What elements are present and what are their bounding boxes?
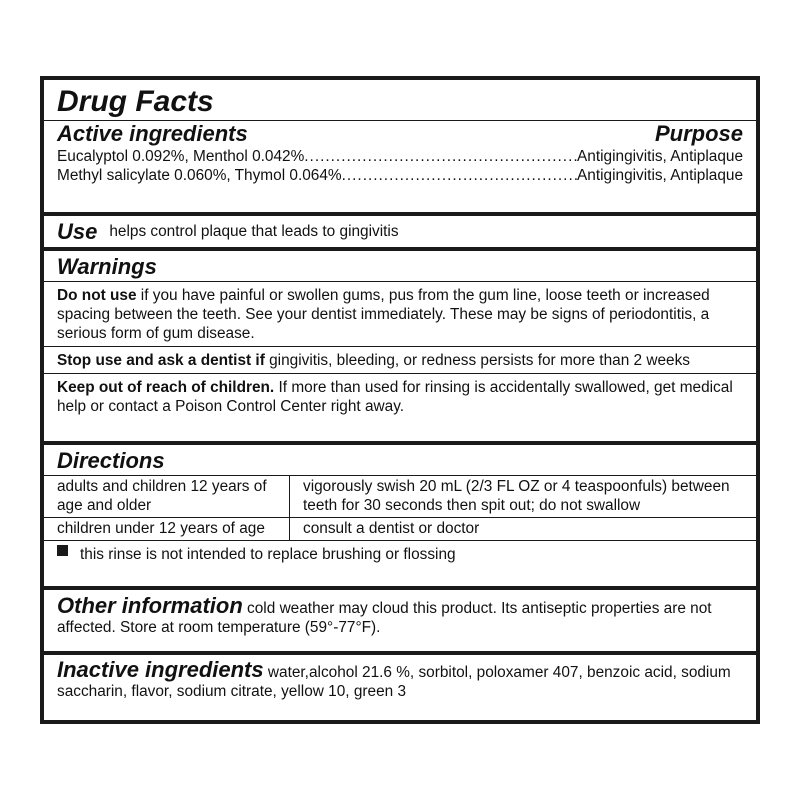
directions-table [44, 475, 756, 566]
square-bullet-icon [57, 545, 68, 556]
do-not-use-text: if you have painful or swollen gums, pus from the gum line, loose teeth or increased spacing between the teeth. See your dentist immediately. These may be signs of periodontitis, a serious form of gum disease. [57, 287, 710, 342]
drug-facts-title: Drug Facts [57, 85, 214, 118]
stop-use-paragraph [57, 347, 743, 373]
keep-out-text: If more than used for rinsing is accidentally swallowed, get medical help or contact a Poison Control Center right away. [57, 379, 733, 415]
drug-facts-panel [40, 76, 760, 724]
purpose-heading: Purpose [654, 121, 743, 146]
ingredient-purpose: Antigingivitis, Antiplaque [577, 167, 743, 184]
other-information-heading: Other information [57, 593, 243, 618]
other-information-section [44, 590, 756, 651]
keep-out-label: Keep out of reach of children. [57, 379, 275, 396]
directions-age-cell: adults and children 12 years of age and older [44, 476, 290, 517]
use-section [44, 216, 756, 247]
other-information-text: cold weather may cloud this product. Its antiseptic properties are not affected. Store at room temperature (59°-77°F). [57, 600, 712, 636]
active-ingredient-row [57, 166, 743, 185]
stop-use-text: gingivitis, bleeding, or redness persists for more than 2 weeks [264, 352, 690, 369]
do-not-use-label: Do not use [57, 287, 137, 304]
inactive-ingredients-heading: Inactive ingredients [57, 657, 264, 682]
active-ingredients-section [44, 80, 756, 212]
directions-row [44, 517, 756, 540]
inactive-ingredients-text: water,alcohol 21.6 %, sorbitol, poloxamer 407, benzoic acid, sodium saccharin, flavor, sodium citrate, yellow 10, green 3 [57, 664, 731, 700]
ingredient-name: Methyl salicylate 0.060%, Thymol 0.064% [57, 167, 342, 184]
directions-note-row [44, 540, 756, 566]
active-ingredients-heading: Active ingredients [57, 121, 248, 146]
directions-note: this rinse is not intended to replace brushing or flossing [80, 546, 456, 563]
stop-use-label: Stop use and ask a dentist if [57, 352, 265, 369]
inactive-ingredients-section [44, 655, 756, 720]
leader-dots [342, 166, 577, 185]
keep-out-paragraph [57, 374, 743, 419]
directions-age-cell: children under 12 years of age [44, 518, 290, 540]
directions-heading: Directions [57, 448, 165, 473]
directions-section [44, 445, 756, 586]
directions-row [44, 475, 756, 517]
ingredient-purpose: Antigingivitis, Antiplaque [577, 148, 743, 165]
use-text: helps control plaque that leads to gingivitis [109, 223, 399, 240]
warnings-section [44, 251, 756, 441]
directions-instruction-cell: consult a dentist or doctor [303, 520, 480, 537]
active-ingredients-header [57, 121, 743, 147]
directions-instruction-cell: vigorously swish 20 mL (2/3 FL OZ or 4 teaspoonfuls) between teeth for 30 seconds then spit out; do not swallow [303, 478, 730, 514]
leader-dots [304, 147, 577, 166]
use-heading: Use [57, 218, 98, 244]
active-ingredient-row [57, 147, 743, 166]
do-not-use-paragraph [57, 282, 743, 346]
warnings-heading: Warnings [57, 254, 157, 279]
ingredient-name: Eucalyptol 0.092%, Menthol 0.042% [57, 148, 305, 165]
